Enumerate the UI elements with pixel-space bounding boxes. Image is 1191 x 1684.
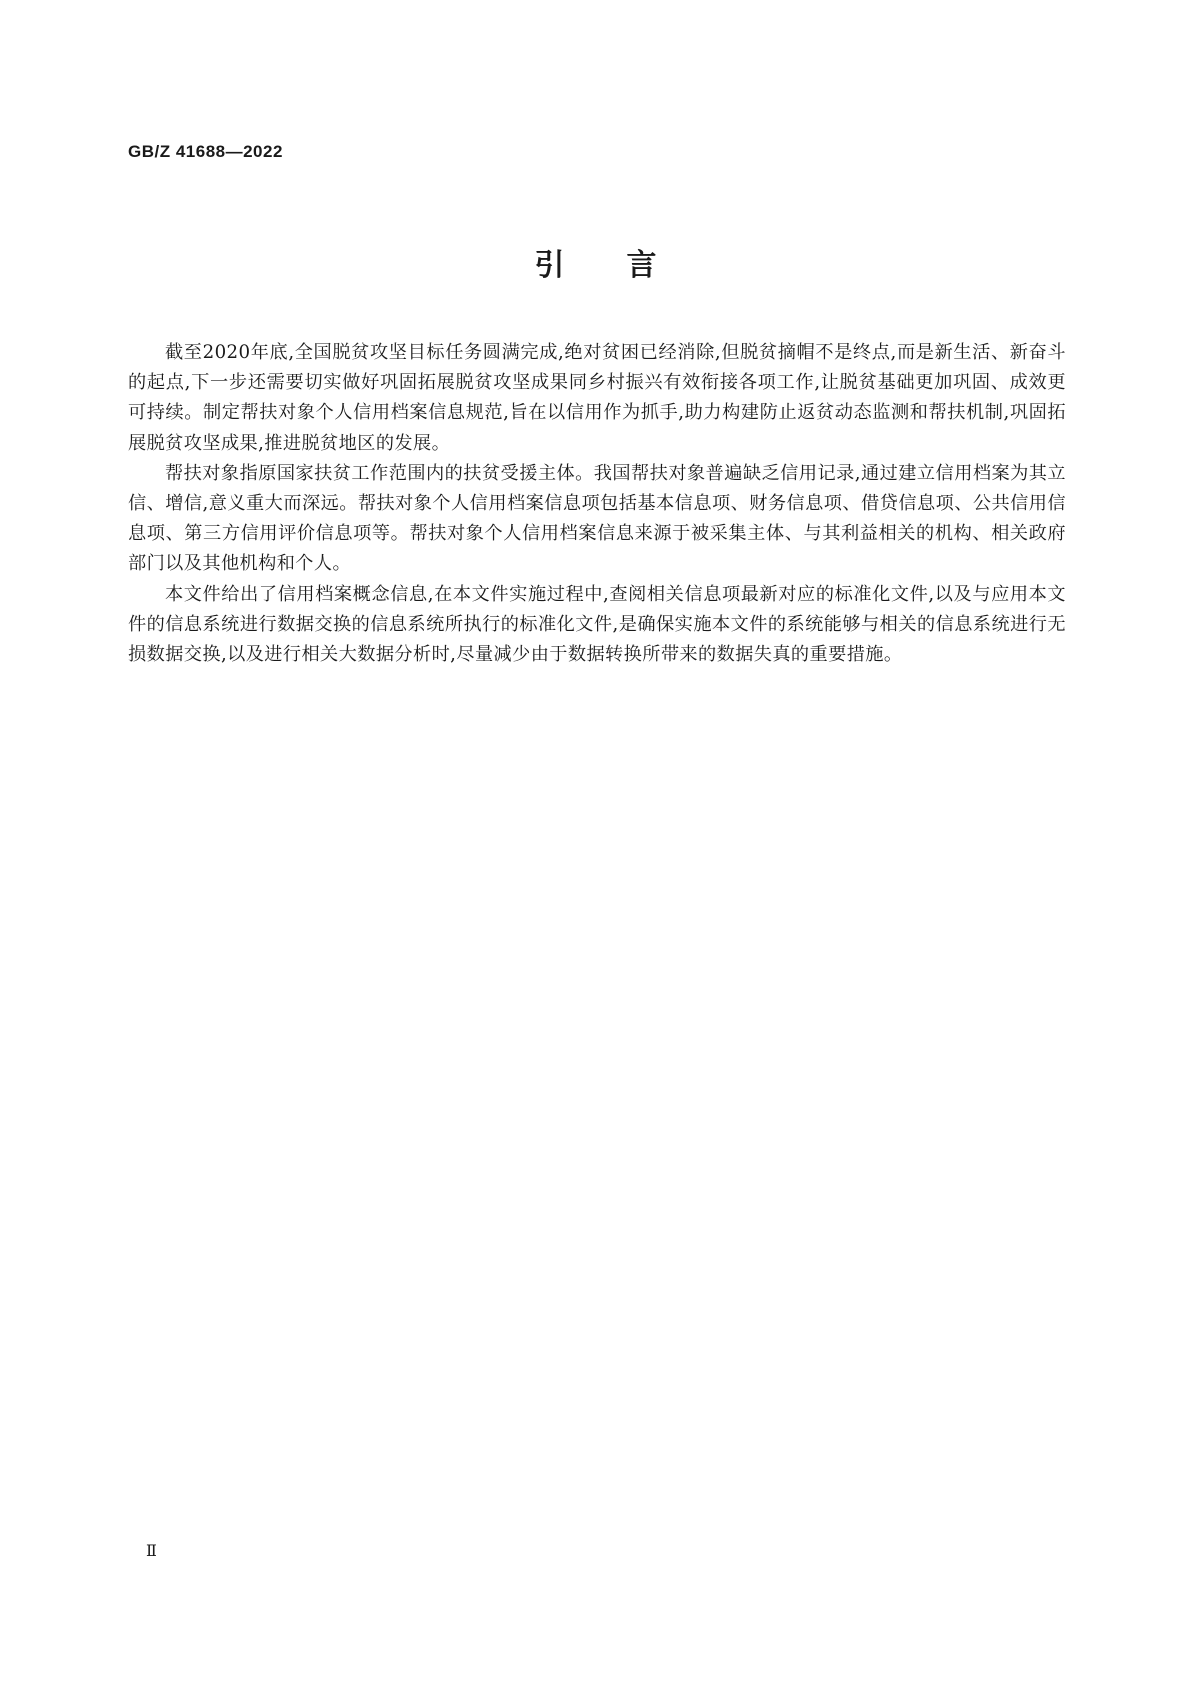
standard-code: GB/Z 41688—2022 bbox=[128, 142, 283, 161]
paragraph-2: 帮扶对象指原国家扶贫工作范围内的扶贫受援主体。我国帮扶对象普遍缺乏信用记录,通过建立信用档案为其立信、增信,意义重大而深远。帮扶对象个人信用档案信息项包括基本信息项、财务信息项、借贷信息项、公共信用信息项、第三方信用评价信息项等。帮扶对象个人信用档案信息来源于被采集主体、与其利益相关的机构、相关政府部门以及其他机构和个人。 bbox=[128, 462, 1066, 575]
page-title bbox=[0, 240, 1191, 284]
paragraph-1: 截至2020年底,全国脱贫攻坚目标任务圆满完成,绝对贫困已经消除,但脱贫摘帽不是终点,而是新生活、新奋斗的起点,下一步还需要切实做好巩固拓展脱贫攻坚成果同乡村振兴有效衔接各项工作,让脱贫基础更加巩固、成效更可持续。制定帮扶对象个人信用档案信息规范,旨在以信用作为抓手,助力构建防止返贫动态监测和帮扶机制,巩固拓展脱贫攻坚成果,推进脱贫地区的发展。 bbox=[128, 342, 1066, 454]
page-number: Ⅱ bbox=[146, 1541, 157, 1560]
paragraph-3: 本文件给出了信用档案概念信息,在本文件实施过程中,查阅相关信息项最新对应的标准化文件,以及与应用本文件的信息系统进行数据交换的信息系统所执行的标准化文件,是确保实施本文件的系统能够与相关的信息系统进行无损数据交换,以及进行相关大数据分析时,尽量减少由于数据转换所带来的数据失真的重要措施。 bbox=[128, 583, 1066, 666]
page-title-part2: 言 bbox=[626, 248, 657, 283]
introduction-body bbox=[128, 338, 1066, 670]
page-title-part1: 引 bbox=[534, 248, 565, 283]
